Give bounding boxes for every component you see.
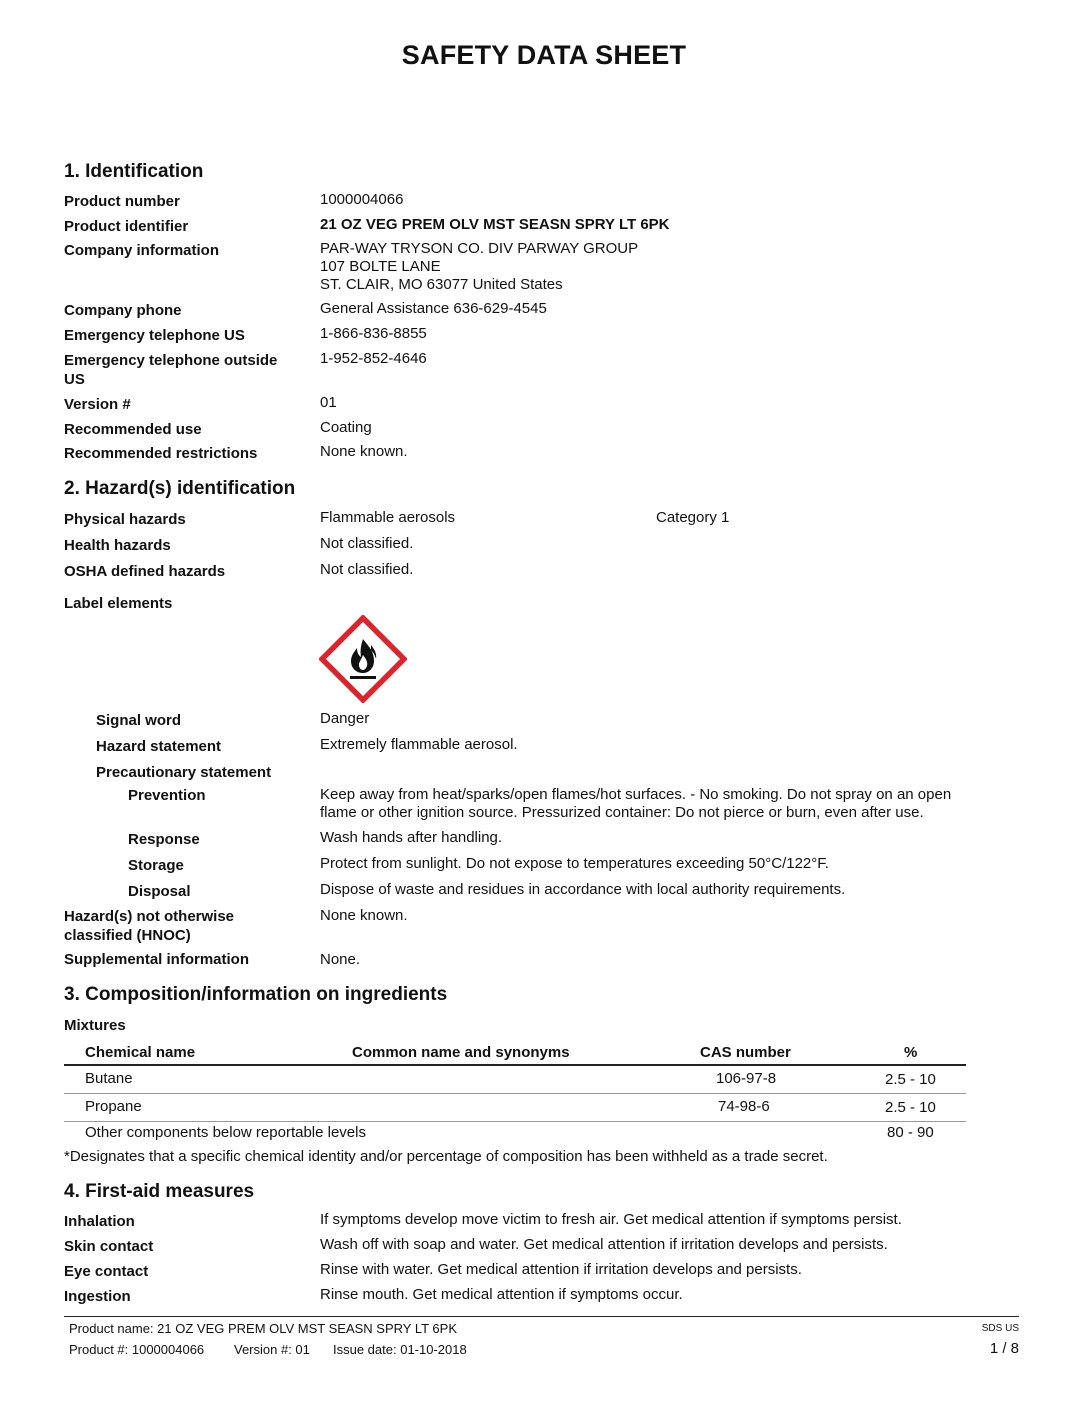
value-ingestion: Rinse mouth. Get medical attention if symptoms occur. <box>320 1286 683 1303</box>
table-row-2-cas: 74-98-6 <box>718 1098 770 1115</box>
value-supplemental-information: None. <box>320 951 361 968</box>
value-eye-contact: Rinse with water. Get medical attention if irritation develops and persists. <box>320 1261 802 1278</box>
value-hnoc: None known. <box>320 907 408 924</box>
label-product-identifier: Product identifier <box>64 218 189 235</box>
table-row-3-name: Other components below reportable levels <box>85 1124 366 1141</box>
column-header-percent: % <box>904 1044 918 1061</box>
value-health-hazards: Not classified. <box>320 535 414 552</box>
label-ingestion: Ingestion <box>64 1288 131 1305</box>
value-company-line-1: PAR-WAY TRYSON CO. DIV PARWAY GROUP <box>320 240 639 257</box>
value-hazard-statement: Extremely flammable aerosol. <box>320 736 518 753</box>
label-skin-contact: Skin contact <box>64 1238 154 1255</box>
footer-product-number: Product #: 1000004066 <box>69 1342 205 1357</box>
flame-pictogram-icon <box>319 615 407 703</box>
label-prevention: Prevention <box>128 787 206 804</box>
label-inhalation: Inhalation <box>64 1213 135 1230</box>
label-hnoc-line-1: Hazard(s) not otherwise <box>64 908 235 925</box>
label-eye-contact: Eye contact <box>64 1263 149 1280</box>
footer-doc-type: SDS US <box>981 1323 1019 1334</box>
table-row-3-percent: 80 - 90 <box>887 1124 934 1141</box>
table-row-1-name: Butane <box>85 1070 133 1087</box>
value-disposal: Dispose of waste and residues in accordance with local authority requirements. <box>320 881 846 898</box>
value-version: 01 <box>320 394 337 411</box>
table-row-rule <box>64 1093 966 1094</box>
document-title: SAFETY DATA SHEET <box>401 40 687 70</box>
column-header-chemical-name: Chemical name <box>85 1044 196 1061</box>
label-hazard-statement: Hazard statement <box>96 738 222 755</box>
table-row-2-name: Propane <box>85 1098 142 1115</box>
label-physical-hazards: Physical hazards <box>64 511 186 528</box>
table-row-1-cas: 106-97-8 <box>716 1070 777 1087</box>
label-precautionary-statement: Precautionary statement <box>96 764 272 781</box>
label-health-hazards: Health hazards <box>64 537 171 554</box>
footer-rule <box>64 1316 1019 1317</box>
column-header-synonyms: Common name and synonyms <box>352 1044 570 1061</box>
table-row-rule <box>64 1121 966 1122</box>
label-storage: Storage <box>128 857 184 874</box>
label-disposal: Disposal <box>128 883 191 900</box>
label-company-phone: Company phone <box>64 302 182 319</box>
section-3-heading: 3. Composition/information on ingredients <box>64 984 448 1005</box>
value-emergency-outside: 1-952-852-4646 <box>320 350 427 367</box>
value-physical-hazards: Flammable aerosols <box>320 509 456 526</box>
column-header-cas-number: CAS number <box>700 1044 791 1061</box>
label-mixtures: Mixtures <box>64 1017 126 1034</box>
section-2-heading: 2. Hazard(s) identification <box>64 478 296 499</box>
footer-issue-date: Issue date: 01-10-2018 <box>333 1342 467 1357</box>
label-company-information: Company information <box>64 242 220 259</box>
footer-page-number: 1 / 8 <box>989 1340 1019 1357</box>
value-company-phone: General Assistance 636-629-4545 <box>320 300 547 317</box>
value-response: Wash hands after handling. <box>320 829 503 846</box>
value-company-line-3: ST. CLAIR, MO 63077 United States <box>320 276 563 293</box>
label-recommended-use: Recommended use <box>64 421 202 438</box>
trade-secret-note: *Designates that a specific chemical identity and/or percentage of composition has been withheld as a trade secret. <box>64 1148 828 1165</box>
label-emergency-outside-line-2: US <box>64 371 85 388</box>
value-physical-category: Category 1 <box>656 509 730 526</box>
label-supplemental-information: Supplemental information <box>64 951 250 968</box>
value-company-line-2: 107 BOLTE LANE <box>320 258 441 275</box>
section-1-heading: 1. Identification <box>64 161 204 182</box>
value-osha-hazards: Not classified. <box>320 561 414 578</box>
section-4-heading: 4. First-aid measures <box>64 1181 255 1202</box>
footer-product-name: Product name: 21 OZ VEG PREM OLV MST SEASN SPRY LT 6PK <box>69 1321 457 1336</box>
value-product-number: 1000004066 <box>320 191 404 208</box>
label-label-elements: Label elements <box>64 595 173 612</box>
value-signal-word: Danger <box>320 710 370 727</box>
label-emergency-us: Emergency telephone US <box>64 327 245 344</box>
label-osha-hazards: OSHA defined hazards <box>64 563 226 580</box>
table-row-2-percent: 2.5 - 10 <box>885 1099 936 1116</box>
label-emergency-outside-line-1: Emergency telephone outside <box>64 352 278 369</box>
label-hnoc-line-2: classified (HNOC) <box>64 927 191 944</box>
table-row-1-percent: 2.5 - 10 <box>885 1071 936 1088</box>
label-version: Version # <box>64 396 131 413</box>
value-recommended-restrictions: None known. <box>320 443 408 460</box>
label-response: Response <box>128 831 200 848</box>
value-product-identifier: 21 OZ VEG PREM OLV MST SEASN SPRY LT 6PK <box>320 216 670 233</box>
value-recommended-use: Coating <box>320 419 372 436</box>
value-inhalation: If symptoms develop move victim to fresh air. Get medical attention if symptoms persist. <box>320 1211 902 1228</box>
label-product-number: Product number <box>64 193 180 210</box>
value-prevention-line-1: Keep away from heat/sparks/open flames/hot surfaces. - No smoking. Do not spray on an open <box>320 786 952 803</box>
label-signal-word: Signal word <box>96 712 182 729</box>
value-storage: Protect from sunlight. Do not expose to temperatures exceeding 50°C/122°F. <box>320 855 829 872</box>
value-emergency-us: 1-866-836-8855 <box>320 325 427 342</box>
table-header-rule <box>64 1064 966 1066</box>
value-skin-contact: Wash off with soap and water. Get medical attention if irritation develops and persists. <box>320 1236 888 1253</box>
value-prevention-line-2: flame or other ignition source. Pressurized container: Do not pierce or burn, even after use. <box>320 804 924 821</box>
footer-version: Version #: 01 <box>234 1342 310 1357</box>
label-recommended-restrictions: Recommended restrictions <box>64 445 258 462</box>
